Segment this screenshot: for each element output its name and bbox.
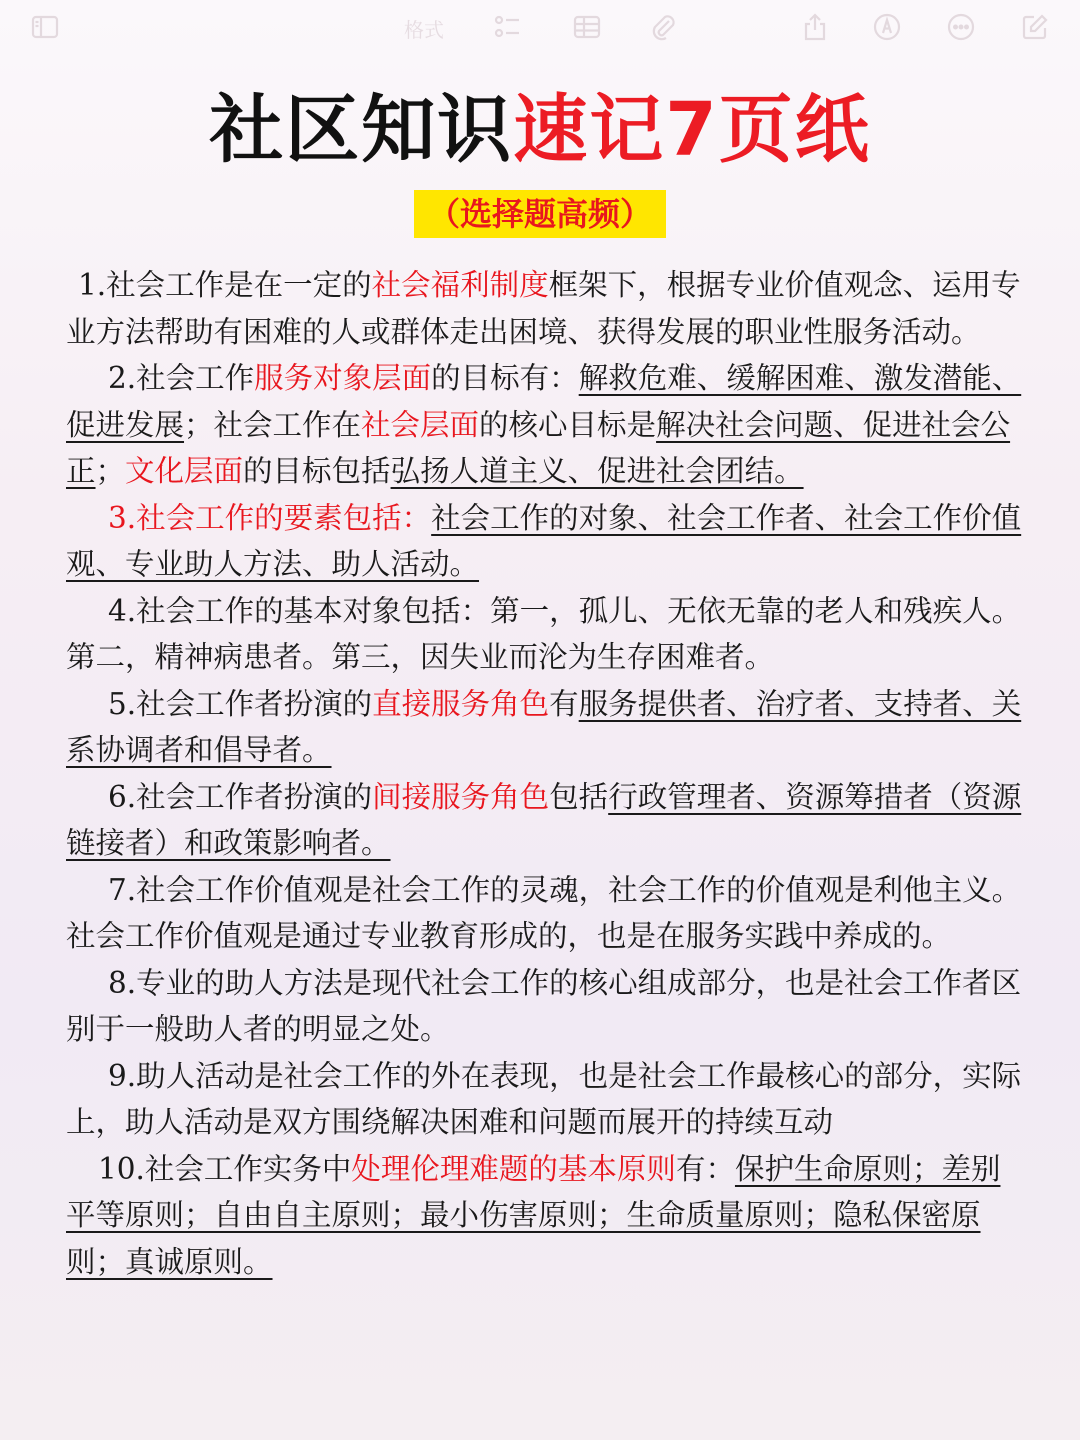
markup-icon[interactable]	[870, 10, 904, 44]
format-button[interactable]: 格式	[404, 18, 444, 42]
highlight-red-text: 直接服务角色	[372, 686, 550, 721]
paragraph-1	[66, 262, 1026, 355]
body-text: 的核心目标是	[479, 407, 657, 442]
checklist-icon[interactable]	[490, 10, 524, 44]
title-part-black: 社区知识	[209, 87, 514, 173]
sidebar-icon[interactable]	[28, 10, 62, 44]
highlight-red-text: 社会层面	[361, 407, 480, 442]
paragraph-8	[66, 960, 1026, 1053]
paragraph-9	[66, 1053, 1026, 1146]
subtitle-badge: （选择题高频）	[414, 190, 666, 238]
underlined-text: 服务提供者、治疗者、支持者、关系协调者和倡导者。	[66, 686, 1022, 767]
paragraph-5	[66, 681, 1026, 774]
paragraph-10	[66, 1146, 1026, 1286]
highlight-red-text: 文化层面	[125, 454, 244, 488]
body-text: 的目标包括	[243, 454, 391, 488]
underlined-text: 解决社会问题、促进社会公正	[66, 407, 1011, 488]
underlined-text: 行政管理者、资源筹措者（资源链接者）和政策影响者。	[66, 779, 1022, 860]
subtitle-wrap	[0, 190, 1080, 238]
body-text: 7.社会工作价值观是社会工作的灵魂，社会工作的价值观是利他主义。社会工作价值观是通过专业教育形成的，也是在服务实践中养成的。	[66, 872, 1022, 953]
underlined-text: 保护生命原则；差别平等原则；自由自主原则；最小伤害原则；生命质量原则；隐私保密原则；真诚原则。	[66, 1151, 1001, 1279]
paragraph-3	[66, 495, 1026, 588]
body-text: 8.专业的助人方法是现代社会工作的核心组成部分，也是社会工作者区别于一般助人者的明显之处。	[66, 965, 1022, 1046]
body-text: 10.社会工作实务中	[98, 1151, 352, 1186]
table-icon[interactable]	[570, 10, 604, 44]
body-text: 包括	[549, 779, 609, 814]
highlight-red-text: 社会福利制度	[371, 268, 549, 302]
body-text: 有：	[675, 1151, 735, 1186]
more-icon[interactable]	[944, 10, 978, 44]
body-text: ；	[95, 454, 126, 488]
body-text: 有	[549, 686, 579, 721]
body-text: 2.社会工作	[108, 361, 255, 395]
paragraph-7	[66, 867, 1026, 960]
highlight-red-text: 间接服务角色	[372, 779, 550, 814]
title-part-red: 速记7页纸	[513, 87, 871, 173]
paragraph-6	[66, 774, 1026, 867]
highlight-red-text: 处理伦理难题的基本原则	[351, 1151, 676, 1186]
body-text: ；社会工作在	[184, 407, 362, 442]
paragraph-2	[66, 355, 1026, 495]
highlight-red-text: 3.社会工作的要素包括：	[108, 500, 432, 535]
underlined-text: 解救危难、缓解困难、激发潜能、促进发展	[66, 361, 1022, 442]
body-text: 5.社会工作者扮演的	[108, 686, 373, 721]
paragraph-4	[66, 588, 1026, 681]
note-body[interactable]	[66, 262, 1026, 1285]
body-text: 9.助人活动是社会工作的外在表现，也是社会工作最核心的部分，实际上，助人活动是双方围绕解决困难和问题而展开的持续互动	[66, 1058, 1022, 1139]
notes-toolbar	[0, 0, 1080, 56]
underlined-text: 弘扬人道主义、促进社会团结。	[390, 454, 804, 488]
compose-icon[interactable]	[1018, 10, 1052, 44]
body-text: 4.社会工作的基本对象包括：第一，孤儿、无依无靠的老人和残疾人。第二，精神病患者。第三，因失业而沦为生存困难者。	[66, 593, 1022, 674]
body-text: 1.社会工作是在一定的	[78, 268, 372, 302]
body-text: 的目标有：	[431, 361, 579, 395]
underlined-text: 社会工作的对象、社会工作者、社会工作价值观、专业助人方法、助人活动。	[66, 500, 1022, 581]
highlight-red-text: 服务对象层面	[254, 361, 432, 395]
body-text: 6.社会工作者扮演的	[108, 779, 373, 814]
body-text: 框架下，根据专业价值观念、运用专业方法帮助有困难的人或群体走出困境、获得发展的职业性服务活动。	[66, 268, 1021, 349]
share-icon[interactable]	[798, 10, 832, 44]
page-title	[0, 82, 1080, 178]
attachment-icon[interactable]	[646, 10, 680, 44]
